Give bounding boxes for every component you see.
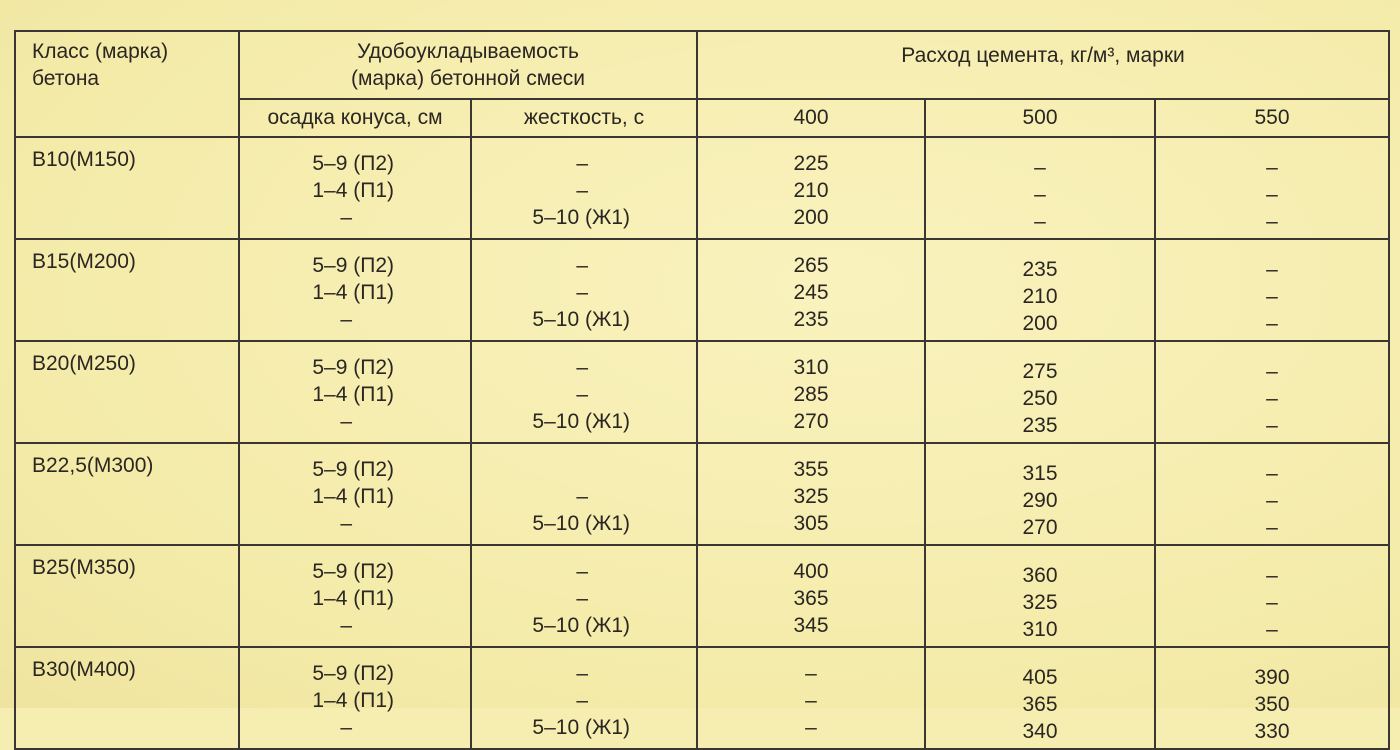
cone-slump-cell [239, 137, 471, 239]
stiffness-cell [471, 647, 697, 749]
cell-value: 345 [793, 614, 829, 637]
table-row [15, 545, 1389, 647]
concrete-grade-cell: В10(М150) [15, 137, 239, 239]
cell-value: – [576, 689, 589, 712]
cell-value: – [1034, 183, 1046, 206]
cell-value: – [1034, 210, 1046, 233]
cell-value: 5–9 (П2) [312, 356, 394, 379]
cell-value: – [1266, 489, 1278, 512]
table-row [15, 443, 1389, 545]
cement-header [697, 31, 1389, 99]
cell-value: 200 [1022, 312, 1058, 335]
cell-value: – [576, 485, 589, 508]
cone-slump-cell [239, 545, 471, 647]
cell-value: 5–10 (Ж1) [532, 410, 631, 433]
cell-value: 310 [1022, 618, 1058, 641]
table-body [15, 137, 1389, 749]
stiffness-cell [471, 341, 697, 443]
cell-value: 1–4 (П1) [312, 281, 394, 304]
cell-value [624, 456, 630, 483]
table-row [15, 341, 1389, 443]
cell-value: 325 [793, 485, 829, 508]
cell-value: 235 [1022, 258, 1058, 281]
class-header [15, 31, 239, 137]
cell-value: 5–10 (Ж1) [532, 716, 631, 739]
cone-slump-cell [239, 239, 471, 341]
cell-value: 225 [793, 152, 829, 175]
cell-value: 355 [793, 458, 829, 481]
cell-value: 365 [1022, 693, 1058, 716]
cell-value: – [576, 179, 589, 202]
cement-400-cell [697, 647, 925, 749]
cell-value: – [805, 716, 817, 739]
cell-value: 235 [793, 308, 829, 331]
cell-value: 310 [793, 356, 829, 379]
cell-value: 235 [1022, 414, 1058, 437]
cell-value: 5–9 (П2) [312, 254, 394, 277]
cement-550-cell [1155, 545, 1389, 647]
cement-400-cell [697, 443, 925, 545]
cement-grade-400-header: 400 [697, 99, 925, 137]
cell-value: – [1034, 156, 1046, 179]
cell-value: – [576, 587, 589, 610]
cell-value: – [340, 308, 352, 331]
cell-value: – [1266, 285, 1278, 308]
cement-400-cell [697, 137, 925, 239]
cell-value: 5–10 (Ж1) [532, 512, 631, 535]
cement-550-cell [1155, 239, 1389, 341]
cell-value: 5–10 (Ж1) [532, 614, 631, 637]
cell-value: 265 [793, 254, 829, 277]
cement-grade-550-header: 550 [1155, 99, 1389, 137]
cement-400-cell [697, 545, 925, 647]
cell-value: – [805, 689, 817, 712]
cell-value: 400 [793, 560, 829, 583]
cell-value: – [340, 410, 352, 433]
cell-value: – [1266, 312, 1278, 335]
cell-value: – [340, 716, 352, 739]
cell-value: 330 [1254, 720, 1290, 743]
cell-value: – [1266, 564, 1278, 587]
cement-550-cell [1155, 443, 1389, 545]
cell-value: 290 [1022, 489, 1058, 512]
cell-value: – [576, 560, 589, 583]
cell-value: – [340, 614, 352, 637]
cell-value: 1–4 (П1) [312, 485, 394, 508]
cell-value: 405 [1022, 666, 1058, 689]
cell-value: – [576, 662, 589, 685]
cell-value: – [1266, 387, 1278, 410]
cell-value: 390 [1254, 666, 1290, 689]
cell-value: 360 [1022, 564, 1058, 587]
concrete-grade-cell: В20(М250) [15, 341, 239, 443]
cell-value: 325 [1022, 591, 1058, 614]
cell-value: 5–10 (Ж1) [532, 308, 631, 331]
cell-value: – [340, 512, 352, 535]
cement-header-label: Расход цемента, кг/м³, марки [901, 44, 1185, 67]
cone-slump-cell [239, 647, 471, 749]
cell-value: 350 [1254, 693, 1290, 716]
class-header-label: Класс (марка) бетона [32, 40, 169, 90]
cell-value: – [1266, 156, 1278, 179]
cell-value: 270 [793, 410, 829, 433]
cell-value: – [576, 356, 589, 379]
cell-value: 305 [793, 512, 829, 535]
cement-500-cell [925, 647, 1155, 749]
cell-value: 315 [1022, 462, 1058, 485]
table-row [15, 137, 1389, 239]
cell-value: 365 [793, 587, 829, 610]
cement-500-cell [925, 443, 1155, 545]
cell-value: 200 [793, 206, 829, 229]
cell-value: – [340, 206, 352, 229]
header-row-top [15, 31, 1389, 99]
cone-slump-header: осадка конуса, см [239, 99, 471, 137]
cell-value: – [576, 281, 589, 304]
cell-value: 1–4 (П1) [312, 689, 394, 712]
workability-header [239, 31, 697, 99]
cell-value: 5–9 (П2) [312, 662, 394, 685]
stiffness-header: жесткость, с [471, 99, 697, 137]
cell-value: – [576, 254, 589, 277]
stiffness-cell [471, 545, 697, 647]
concrete-grade-cell: В25(М350) [15, 545, 239, 647]
cement-500-cell [925, 239, 1155, 341]
cell-value: – [1266, 210, 1278, 233]
cell-value: 210 [793, 179, 829, 202]
table-row [15, 239, 1389, 341]
concrete-grade-cell: В30(М400) [15, 647, 239, 749]
cone-slump-cell [239, 341, 471, 443]
cell-value: – [1266, 183, 1278, 206]
cell-value: – [1266, 414, 1278, 437]
cement-550-cell [1155, 647, 1389, 749]
cell-value: 5–9 (П2) [312, 458, 394, 481]
cement-500-cell [925, 137, 1155, 239]
cell-value: – [805, 662, 817, 685]
cell-value: – [1266, 462, 1278, 485]
cement-consumption-table [14, 30, 1390, 750]
cement-400-cell [697, 239, 925, 341]
cell-value: 5–9 (П2) [312, 560, 394, 583]
stiffness-cell [471, 239, 697, 341]
cell-value: – [1266, 516, 1278, 539]
workability-header-label: Удобоукладываемость (марка) бетонной смеси [350, 40, 586, 90]
cone-slump-cell [239, 443, 471, 545]
cell-value: – [1266, 360, 1278, 383]
stiffness-cell [471, 443, 697, 545]
cement-400-cell [697, 341, 925, 443]
cell-value: 210 [1022, 285, 1058, 308]
cell-value: 1–4 (П1) [312, 179, 394, 202]
cell-value: 270 [1022, 516, 1058, 539]
cement-550-cell [1155, 137, 1389, 239]
cell-value: 5–9 (П2) [312, 152, 394, 175]
cement-550-cell [1155, 341, 1389, 443]
cell-value: 245 [793, 281, 829, 304]
concrete-grade-cell: В22,5(М300) [15, 443, 239, 545]
cell-value: – [576, 383, 589, 406]
cell-value: 250 [1022, 387, 1058, 410]
concrete-grade-cell: В15(М200) [15, 239, 239, 341]
cell-value: 5–10 (Ж1) [532, 206, 631, 229]
stiffness-cell [471, 137, 697, 239]
cell-value: 275 [1022, 360, 1058, 383]
cell-value: – [1266, 618, 1278, 641]
cement-500-cell [925, 545, 1155, 647]
cement-500-cell [925, 341, 1155, 443]
table-row [15, 647, 1389, 749]
cell-value: 340 [1022, 720, 1058, 743]
cell-value: 1–4 (П1) [312, 587, 394, 610]
cell-value: – [1266, 591, 1278, 614]
cell-value: – [576, 152, 589, 175]
cell-value: – [1266, 258, 1278, 281]
cell-value: 285 [793, 383, 829, 406]
cement-grade-500-header: 500 [925, 99, 1155, 137]
cell-value: 1–4 (П1) [312, 383, 394, 406]
